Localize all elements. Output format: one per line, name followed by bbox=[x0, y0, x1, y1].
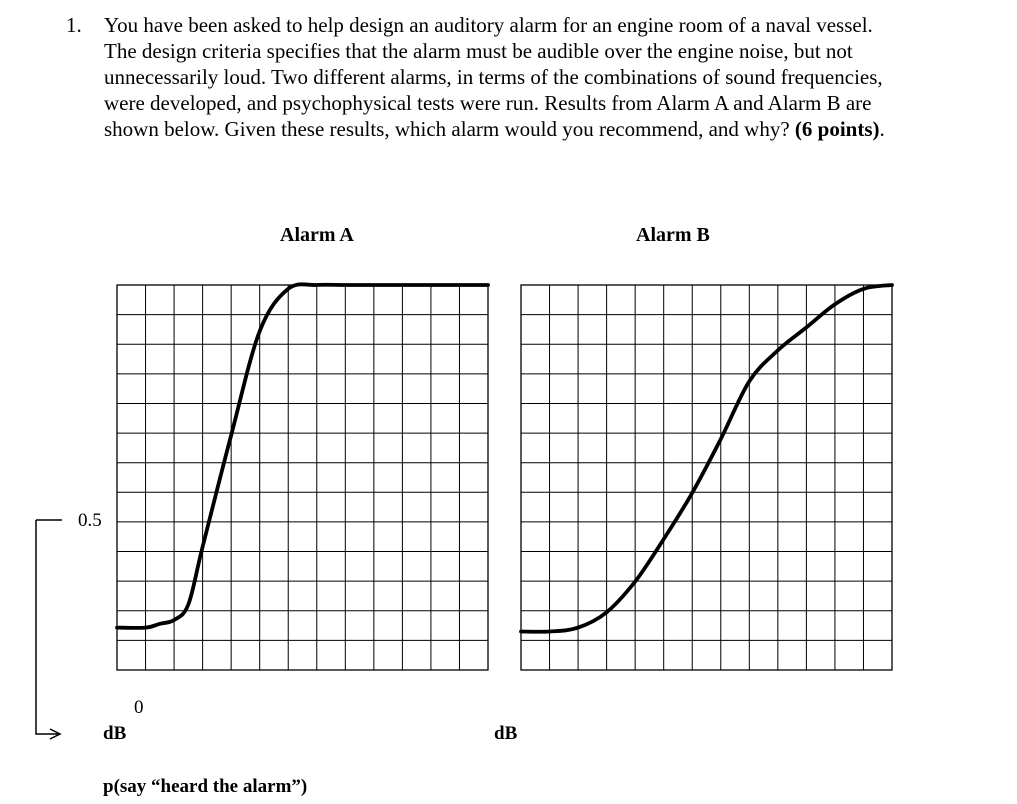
question-line-end: . bbox=[879, 117, 885, 141]
x-axis-label-a: dB bbox=[103, 723, 127, 744]
chart-alarm-b bbox=[521, 285, 892, 670]
y-tick-label: 0.5 bbox=[78, 510, 102, 531]
y-axis-label: p(say “heard the alarm”) bbox=[103, 776, 308, 797]
question-line: The design criteria specifies that the alarm must be audible over the engine noise, but not bbox=[104, 39, 853, 63]
question-line-text: shown below. Given these results, which alarm would you recommend, and why? bbox=[104, 117, 795, 141]
chart-title-alarm-a: Alarm A bbox=[280, 224, 354, 246]
question-number: 1. bbox=[66, 13, 82, 37]
chart-title-alarm-b: Alarm B bbox=[636, 224, 710, 246]
series-line bbox=[521, 285, 892, 632]
question-points: (6 points) bbox=[794, 117, 880, 141]
axis-bracket bbox=[36, 520, 62, 739]
x-tick-label: 0 bbox=[134, 697, 144, 718]
plot-frame bbox=[521, 285, 892, 670]
x-axis-label-b: dB bbox=[494, 723, 518, 744]
question-line: unnecessarily loud. Two different alarms, in terms of the combinations of sound frequencies, bbox=[104, 65, 883, 89]
question-line: were developed, and psychophysical tests were run. Results from Alarm A and Alarm B are bbox=[104, 91, 872, 115]
question-line: You have been asked to help design an auditory alarm for an engine room of a naval vessel. bbox=[104, 13, 873, 37]
chart-alarm-a bbox=[117, 284, 488, 670]
plot-frame bbox=[117, 285, 488, 670]
series-line bbox=[117, 284, 488, 628]
